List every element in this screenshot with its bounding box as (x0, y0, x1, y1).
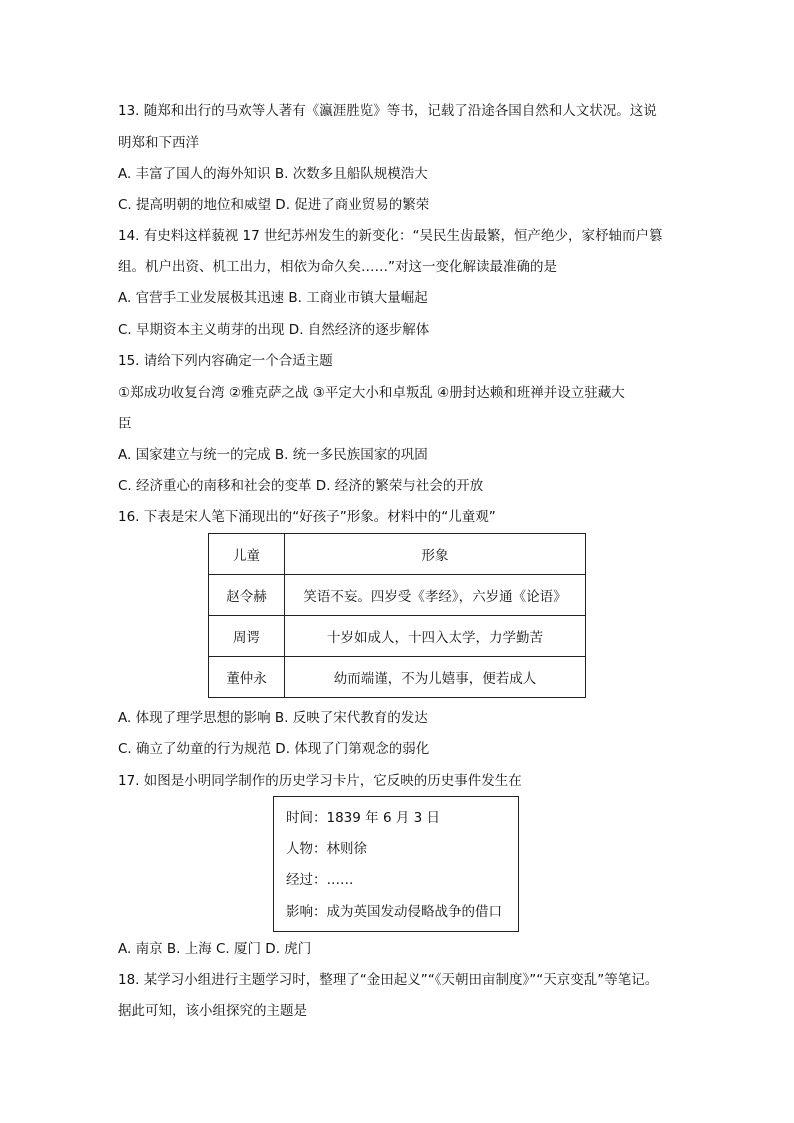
q15-options-cd: C. 经济重心的南移和社会的变革 D. 经济的繁荣与社会的开放 (118, 478, 484, 494)
table-header-cell: 形象 (285, 534, 586, 575)
q16-table (208, 533, 586, 698)
table-cell: 赵令赫 (209, 575, 285, 616)
q14-options-ab: A. 官营手工业发展极其迅速 B. 工商业市镇大量崛起 (118, 290, 428, 306)
table-row (209, 616, 586, 657)
table-cell: 幼而端谨，不为儿嬉事，便若成人 (285, 657, 586, 698)
q16-stem-line1: 16. 下表是宋人笔下涌现出的“好孩子”形象。材料中的“儿童观” (118, 509, 496, 525)
table-cell: 十岁如成人，十四入太学，力学勤苦 (285, 616, 586, 657)
q15-options-ab: A. 国家建立与统一的完成 B. 统一多民族国家的巩固 (118, 447, 428, 463)
q15-stem-line2: ①郑成功收复台湾 ②雅克萨之战 ③平定大小和卓叛乱 ④册封达赖和班禅并设立驻藏大 (118, 385, 625, 401)
q13-stem-line2: 明郑和下西洋 (118, 135, 199, 151)
table-cell: 笑语不妄。四岁受《孝经》，六岁通《论语》 (285, 575, 586, 616)
card-person: 人物：林则徐 (286, 841, 367, 857)
table-row (209, 657, 586, 698)
q15-stem-line3: 臣 (118, 416, 132, 432)
q13-options-cd: C. 提高明朝的地位和威望 D. 促进了商业贸易的繁荣 (118, 197, 430, 213)
q13-stem-line1: 13. 随郑和出行的马欢等人著有《瀛涯胜览》等书，记载了沿途各国自然和人文状况。这说 (118, 103, 657, 119)
table-row (209, 575, 586, 616)
q16-options-ab: A. 体现了理学思想的影响 B. 反映了宋代教育的发达 (118, 710, 428, 726)
q18-stem-line1: 18. 某学习小组进行主题学习时，整理了“金田起义”“《天朝田亩制度》”“天京变乱”等笔记。 (118, 972, 659, 988)
table-cell: 周谔 (209, 616, 285, 657)
q16-options-cd: C. 确立了幼童的行为规范 D. 体现了门第观念的弱化 (118, 741, 430, 757)
card-process: 经过：…… (286, 872, 354, 888)
q18-stem-line2: 据此可知，该小组探究的主题是 (118, 1003, 307, 1019)
table-cell: 董仲永 (209, 657, 285, 698)
table-header-cell: 儿童 (209, 534, 285, 575)
q15-stem-line1: 15. 请给下列内容确定一个合适主题 (118, 353, 333, 369)
q17-history-card (273, 796, 519, 932)
card-time: 时间：1839 年 6 月 3 日 (286, 810, 440, 826)
q13-options-ab: A. 丰富了国人的海外知识 B. 次数多且船队规模浩大 (118, 166, 428, 182)
q17-stem-line1: 17. 如图是小明同学制作的历史学习卡片，它反映的历史事件发生在 (118, 773, 522, 789)
q14-stem-line1: 14. 有史料这样藐视 17 世纪苏州发生的新变化：“吴民生齿最繁，恒产绝少，家杼轴而户篡 (118, 228, 663, 244)
q14-options-cd: C. 早期资本主义萌芽的出现 D. 自然经济的逐步解体 (118, 322, 430, 338)
q17-options: A. 南京 B. 上海 C. 厦门 D. 虎门 (118, 941, 312, 957)
card-impact: 影响：成为英国发动侵略战争的借口 (286, 904, 502, 920)
q14-stem-line2: 组。机户出资、机工出力，相依为命久矣……”对这一变化解读最准确的是 (118, 259, 557, 275)
table-header-row (209, 534, 586, 575)
